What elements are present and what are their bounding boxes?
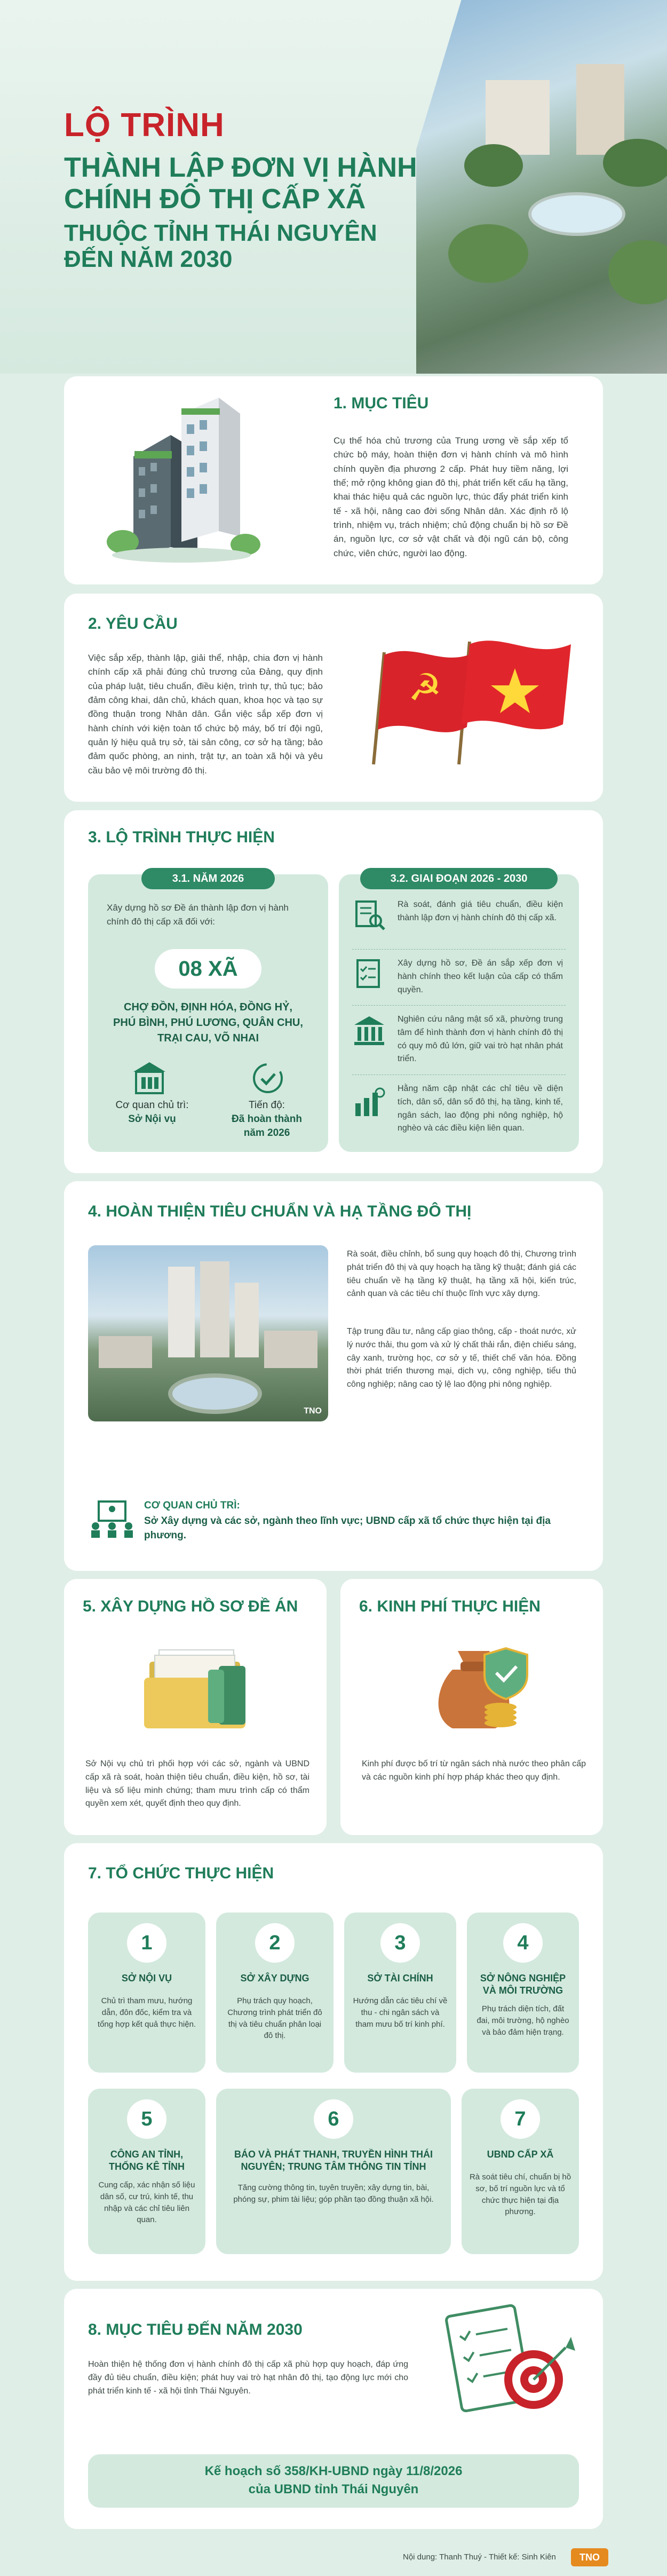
org-card-7 (462, 2089, 579, 2254)
plan-line-1: Kế hoạch số 358/KH-UBND ngày 11/8/2026 (204, 2464, 463, 2478)
document-folders-icon (139, 1640, 256, 1731)
section-6-text: Kinh phí được bố trí từ ngân sách nhà nước theo phân cấp và các nguồn kinh phí hợp pháp khác theo quy định. (362, 1759, 586, 1782)
org-title-7: UBND CẤP XÃ (487, 2149, 554, 2160)
title-line-2: THÀNH LẬP ĐƠN VỊ HÀNH (64, 152, 417, 184)
section-4-title: 4. HOÀN THIỆN TIÊU CHUẨN VÀ HẠ TẦNG ĐÔ THỊ (88, 1203, 472, 1220)
section-5-text: Sở Nội vụ chủ trì phối hợp với các sở, ngành và UBND cấp xã rà soát, hoàn thiện tiêu chuẩn, điều kiện, hồ sơ, tài liệu và số liệu minh chứng; tham mưu trình cấp có thẩm quyền xem xét, quyết định theo quy định. (85, 1759, 309, 1808)
section-2-title: 2. YÊU CẦU (88, 615, 178, 633)
org-number-2: 2 (255, 1923, 295, 1963)
section-5-card (64, 1579, 327, 1835)
org-title-5: CÔNG AN TỈNH, THỐNG KÊ TỈNH (109, 2149, 185, 2172)
org-desc-4: Phụ trách diện tích, đất đai, môi trường, hộ nghèo và bảo đảm hiện trạng. (477, 2004, 569, 2037)
section-2-card (64, 594, 603, 802)
org-desc-1: Chủ trì tham mưu, hướng dẫn, đôn đốc, kiểm tra và tổng hợp kết quả thực hiện. (97, 1996, 196, 2029)
tno-logo: TNO (571, 2548, 608, 2566)
phase-2026-2030-panel (339, 874, 579, 1152)
section-8-text: Hoàn thiện hệ thống đơn vị hành chính đô thị cấp xã phù hợp quy hoạch, đáp ứng đầy đủ tiêu chuẩn, điều kiện; phát huy vai trò hạt nhân đô thị, tạo động lực mới cho phát triển kinh tế - xã hội tỉnh Thái Nguyên. (88, 2360, 408, 2396)
org-card-2 (216, 1913, 334, 2073)
org-title-3: SỞ TÀI CHÍNH (367, 1973, 433, 1984)
section-5-title: 5. XÂY DỰNG HỒ SƠ ĐỀ ÁN (83, 1598, 298, 1615)
section-1-card (64, 376, 603, 584)
section-8-card (64, 2289, 603, 2529)
phase2-item-1: Rà soát, đánh giá tiêu chuẩn, điều kiện thành lập đơn vị hành chính đô thị cấp xã. (398, 900, 563, 922)
title-line-3: CHÍNH ĐÔ THỊ CẤP XÃ (64, 183, 366, 215)
hero-banner (0, 0, 667, 374)
section-3-card (64, 810, 603, 1173)
document-search-icon (352, 898, 386, 933)
svg-text:☭: ☭ (408, 666, 442, 709)
section-1-title: 1. MỤC TIÊU (334, 394, 429, 412)
agency-label: Cơ quan chủ trì: (115, 1100, 189, 1111)
section-4-card (64, 1181, 603, 1571)
section-6-card (340, 1579, 603, 1835)
org-number-5: 5 (127, 2099, 166, 2139)
org-number-1: 1 (127, 1923, 166, 1963)
phase-2026-pill: 3.1. NĂM 2026 (141, 868, 275, 889)
progress-value-line-2: năm 2026 (243, 1127, 290, 1139)
phase2-item-4: Hằng năm cập nhật các chỉ tiêu về diện tích, dân số, dân số đô thị, hạ tầng, kinh tế, ngân sách, lao động phi nông nghiệp, hộ nghèo và các điều kiện liên quan. (398, 1084, 563, 1133)
commune-line-3: TRẠI CAU, VÕ NHAI (157, 1032, 259, 1044)
phase-2026-2030-pill: 3.2. GIAI ĐOẠN 2026 - 2030 (360, 868, 558, 889)
section-4-agency-label: CƠ QUAN CHỦ TRÌ: (144, 1500, 240, 1511)
hero-title (64, 107, 417, 272)
title-line-5: ĐẾN NĂM 2030 (64, 246, 233, 273)
org-title-2: SỞ XÂY DỰNG (240, 1973, 309, 1984)
commune-count-badge: 08 XÃ (155, 949, 261, 989)
org-desc-2: Phụ trách quy hoạch, Chương trình phát triển đô thị và tiêu chuẩn phân loại đô thị. (227, 1996, 322, 2041)
org-number-6: 6 (314, 2099, 353, 2139)
section-2-text: Việc sắp xếp, thành lập, giải thể, nhập, chia đơn vị hành chính cấp xã phải đúng chủ trương của Đảng, quy định của pháp luật, tiêu chuẩn, điều kiện, trình tự, thủ tục; bảo đảm công khai, dân chủ, khách quan, khoa học và tạo sự đồng thuận trong Nhân dân. Gắn việc sắp xếp đơn vị hành chính với kiện toàn tổ chức bộ máy, bố trí đội ngũ, quản lý hiệu quả trụ sở, tài sản công, cơ sở hạ tầng; bảo đảm quốc phòng, an ninh, trật tự, an toàn xã hội và yêu cầu bảo vệ môi trường đô thị. (88, 653, 323, 776)
commune-line-2: PHÚ BÌNH, PHÚ LƯƠNG, QUÂN CHU, (113, 1017, 303, 1029)
org-card-4 (467, 1913, 579, 2073)
plan-line-2: của UBND tỉnh Thái Nguyên (248, 2482, 419, 2496)
city-fountain-photo (416, 0, 667, 374)
footer-credit: Nội dung: Thanh Thuý - Thiết kế: Sinh Kiên (403, 2553, 556, 2562)
city-buildings-icon (101, 392, 261, 563)
institution-icon (352, 1014, 386, 1048)
section-4-agency-value: Sở Xây dựng và các sở, ngành theo lĩnh vực; UBND cấp xã tổ chức thực hiện tại địa phương. (144, 1515, 551, 1541)
agency-team-icon (88, 1496, 136, 1539)
phase-2026-panel (88, 874, 328, 1152)
org-title-6: BÁO VÀ PHÁT THANH, TRUYỀN HÌNH THÁI NGUYÊN; TRUNG TÂM THÔNG TIN TỈNH (234, 2149, 433, 2172)
progress-label: Tiến độ: (249, 1100, 285, 1111)
progress-check-icon (251, 1061, 285, 1095)
section-1-text: Cụ thể hóa chủ trương của Trung ương về sắp xếp tổ chức bộ máy, hoàn thiện đơn vị hành chính và mô hình chính quyền địa phương 2 cấp. Phát huy tiềm năng, lợi thế; mở rộng không gian đô thị, phát triển kết cấu hạ tầng, khai thác hiệu quả các nguồn lực, thúc đẩy phát triển kinh tế - xã hội, nâng cao đời sống Nhân dân. Xác định rõ lộ trình, nhiệm vụ, trách nhiệm; chủ động chuẩn bị hồ sơ Đề án, nguồn lực, cơ sở vật chất và đội ngũ cán bộ, công chức, viên chức, người lao động. (334, 436, 568, 558)
org-number-3: 3 (380, 1923, 420, 1963)
party-and-national-flags-icon (352, 631, 582, 775)
photo-watermark: TNO (304, 1406, 322, 1416)
org-number-7: 7 (501, 2099, 540, 2139)
section-7-title: 7. TỔ CHỨC THỰC HIỆN (88, 1864, 274, 1882)
divider-3 (352, 1074, 566, 1075)
title-line-4: THUỘC TỈNH THÁI NGUYÊN (64, 219, 377, 246)
commune-list (99, 1000, 317, 1046)
section-8-title: 8. MỤC TIÊU ĐẾN NĂM 2030 (88, 2321, 303, 2338)
footer (0, 2541, 667, 2576)
agency-value: Sở Nội vụ (128, 1113, 176, 1125)
government-building-icon (131, 1061, 168, 1095)
section-7-card (64, 1843, 603, 2281)
org-desc-3: Hướng dẫn các tiêu chí về thu - chi ngân sách và tham mưu bố trí kinh phí. (353, 1996, 448, 2029)
section-4-text-1: Rà soát, điều chỉnh, bổ sung quy hoạch đô thị, Chương trình phát triển đô thị và quy hoạch hạ tầng kỹ thuật; đánh giá các tiêu chuẩn về hạ tầng kỹ thuật, hạ tầng xã hội, kiến trúc, cảnh quan và các tiêu chí thuộc lĩnh vực xây dựng. (347, 1250, 576, 1299)
org-desc-5: Cung cấp, xác nhận số liệu dân số, cư trú, kinh tế, thu nhập và các chỉ tiêu liên quan. (98, 2180, 195, 2225)
org-card-3 (344, 1913, 456, 2073)
divider-2 (352, 1005, 566, 1006)
progress-value-line-1: Đã hoàn thành (232, 1113, 302, 1125)
statistics-icon (352, 1085, 386, 1119)
money-bag-shield-icon (420, 1638, 538, 1739)
phase2-item-2: Xây dựng hồ sơ, Đề án sắp xếp đơn vị hành chính theo kết luận của cấp có thẩm quyền. (398, 959, 563, 994)
dossier-checklist-icon (352, 957, 386, 991)
section-4-text-2: Tập trung đầu tư, nâng cấp giao thông, cấp - thoát nước, xử lý nước thải, thu gom và xử lý chất thải rắn, điện chiếu sáng, cây xanh, trường học, cơ sở y tế, thiết chế văn hóa. Đồng thời phát triển thương mại, dịch vụ, công nghiệp, tiểu thủ công nghiệp; nâng cao tỷ lệ lao động phi nông nghiệp. (347, 1327, 576, 1389)
org-desc-6: Tăng cường thông tin, tuyên truyền; xây dựng tin, bài, phóng sự, phim tài liệu; góp phần tạo đồng thuận xã hội. (233, 2183, 434, 2204)
title-line-1: LỘ TRÌNH (64, 107, 225, 144)
divider-1 (352, 949, 566, 950)
org-number-4: 4 (503, 1923, 543, 1963)
org-card-5 (88, 2089, 205, 2254)
phase-2026-intro: Xây dựng hồ sơ Đề án thành lập đơn vị hành chính đô thị cấp xã đối với: (107, 903, 289, 927)
commune-line-1: CHỢ ĐỒN, ĐỊNH HÓA, ĐỒNG HỶ, (124, 1001, 292, 1013)
phase2-item-3: Nghiên cứu nâng mật số xã, phường trung tâm để hình thành đơn vị hành chính đô thị có quy mô đủ lớn, giữ vai trò hạt nhân phát triển. (398, 1015, 563, 1064)
org-title-4: SỞ NÔNG NGHIỆP VÀ MÔI TRƯỜNG (480, 1973, 566, 1996)
org-card-1 (88, 1913, 205, 2073)
section-3-title: 3. LỘ TRÌNH THỰC HIỆN (88, 828, 275, 846)
section-6-title: 6. KINH PHÍ THỰC HIỆN (359, 1598, 541, 1615)
city-aerial-photo (88, 1245, 328, 1421)
target-checklist-icon (438, 2300, 576, 2422)
org-desc-7: Rà soát tiêu chí, chuẩn bị hồ sơ, bố trí nguồn lực và tổ chức thực hiện tại địa phương. (469, 2172, 571, 2217)
plan-reference-banner (88, 2454, 579, 2508)
org-card-6 (216, 2089, 451, 2254)
org-title-1: SỞ NỘI VỤ (121, 1973, 172, 1984)
